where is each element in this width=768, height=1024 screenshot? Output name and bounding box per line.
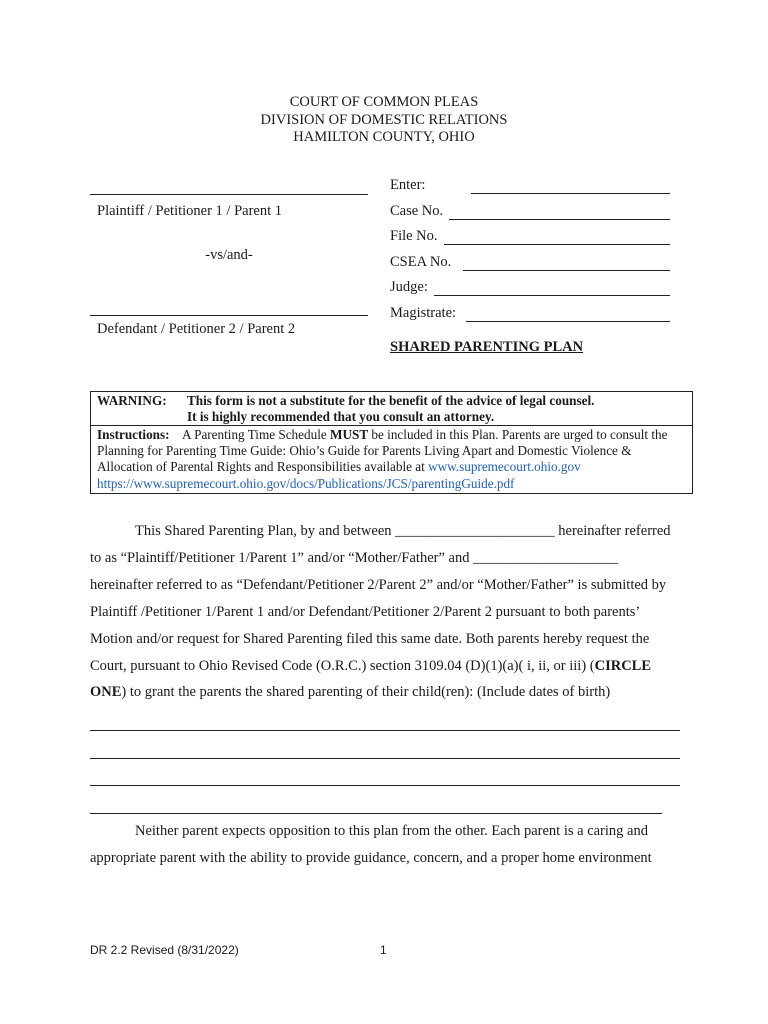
file-no-label: File No.	[390, 228, 438, 244]
children-line-1[interactable]	[90, 706, 680, 731]
children-line-4[interactable]	[90, 789, 662, 814]
warning-line-1: This form is not a substitute for the benefit of the advice of legal counsel.	[187, 393, 595, 408]
form-revision: DR 2.2 Revised (8/31/2022)	[90, 943, 239, 957]
court-header	[0, 94, 768, 147]
parenting-guide-link[interactable]: https://www.supremecourt.ohio.gov/docs/Publications/JCS/parentingGuide.pdf	[97, 475, 515, 491]
instructions-label: Instructions:	[97, 427, 170, 442]
judge-line[interactable]	[434, 281, 670, 296]
intro-text-a: This Shared Parenting Plan, by and between ______________________ hereinafter referred to as “Plaintiff/Petitioner 1/Parent 1” and/or “Mother/Father” and ____________________ hereinafter referred to as “Defendant/Petitioner 2/Parent 2” and/or “Mother/Father” is submitted by Plaintiff /Petitioner 1/Parent 1 and/or Defendant/Petitioner 2/Parent 2 pursuant to both parents’ Motion and/or request for Shared Parenting filed this same date. Both parents hereby request the Court, pursuant to Ohio Revised Code (O.R.C.) section 3109.04 (D)(1)(a)( i, ii, or iii) (	[90, 523, 671, 674]
csea-no-line[interactable]	[463, 256, 670, 271]
instructions-section	[91, 426, 692, 493]
opposition-paragraph	[90, 818, 680, 872]
case-no-line[interactable]	[449, 205, 670, 220]
division-name: DIVISION OF DOMESTIC RELATIONS	[260, 111, 508, 128]
case-no-label: Case No.	[390, 202, 444, 219]
judge-field[interactable]	[390, 271, 670, 297]
magistrate-line[interactable]	[466, 307, 670, 322]
children-line-3[interactable]	[90, 761, 680, 786]
file-no-line[interactable]	[444, 230, 670, 245]
judge-label: Judge:	[390, 279, 428, 295]
magistrate-label: Magistrate:	[390, 304, 457, 321]
supreme-court-link[interactable]: www.supremecourt.ohio.gov	[428, 459, 581, 475]
plaintiff-label: Plaintiff / Petitioner 1 / Parent 1	[97, 203, 282, 219]
csea-no-field[interactable]	[390, 245, 670, 271]
magistrate-field[interactable]	[390, 296, 670, 322]
warning-section	[91, 392, 692, 426]
csea-no-label: CSEA No.	[390, 253, 452, 270]
intro-paragraph	[90, 518, 680, 706]
enter-line[interactable]	[471, 179, 670, 194]
enter-label: Enter:	[390, 177, 426, 193]
court-name: COURT OF COMMON PLEAS	[289, 94, 479, 110]
case-no-field[interactable]	[390, 194, 670, 220]
defendant-name-field[interactable]	[90, 297, 368, 316]
plaintiff-name-field[interactable]	[90, 176, 368, 195]
defendant-label: Defendant / Petitioner 2 / Parent 2	[97, 321, 296, 337]
plan-body	[90, 518, 680, 872]
instructions-text-a: A Parenting Time Schedule	[182, 427, 331, 442]
enter-field[interactable]	[390, 176, 670, 194]
intro-text-b: ) to grant the parents the shared parenting of their child(ren): (Include dates of birth)	[121, 684, 611, 701]
page-number: 1	[380, 943, 387, 957]
warning-label: WARNING:	[97, 393, 167, 408]
versus-label: -vs/and-	[205, 247, 253, 263]
circle-one-emphasis: CIRCLE ONE	[90, 657, 652, 701]
children-line-2[interactable]	[90, 734, 680, 759]
warning-line-2: It is highly recommended that you consult an attorney.	[187, 409, 495, 424]
form-title: SHARED PARENTING PLAN	[390, 338, 584, 355]
case-caption-parties	[90, 176, 368, 338]
opposition-text: Neither parent expects opposition to this plan from the other. Each parent is a caring and appropriate parent with the ability to provide guidance, concern, and a proper home environment	[90, 822, 652, 866]
warning-box	[90, 391, 693, 494]
instructions-text-b: be included in this Plan. Parents are urged to consult the Planning for Parenting Time Guide: Ohio’s Guide for Parents Living Apart and Domestic Violence & Allocation of Parental Rights and Responsibilities available at	[97, 427, 668, 475]
must-emphasis: MUST	[330, 427, 369, 442]
file-no-field[interactable]	[390, 220, 670, 246]
case-info-fields	[390, 176, 670, 356]
county-name: HAMILTON COUNTY, OHIO	[293, 129, 475, 145]
